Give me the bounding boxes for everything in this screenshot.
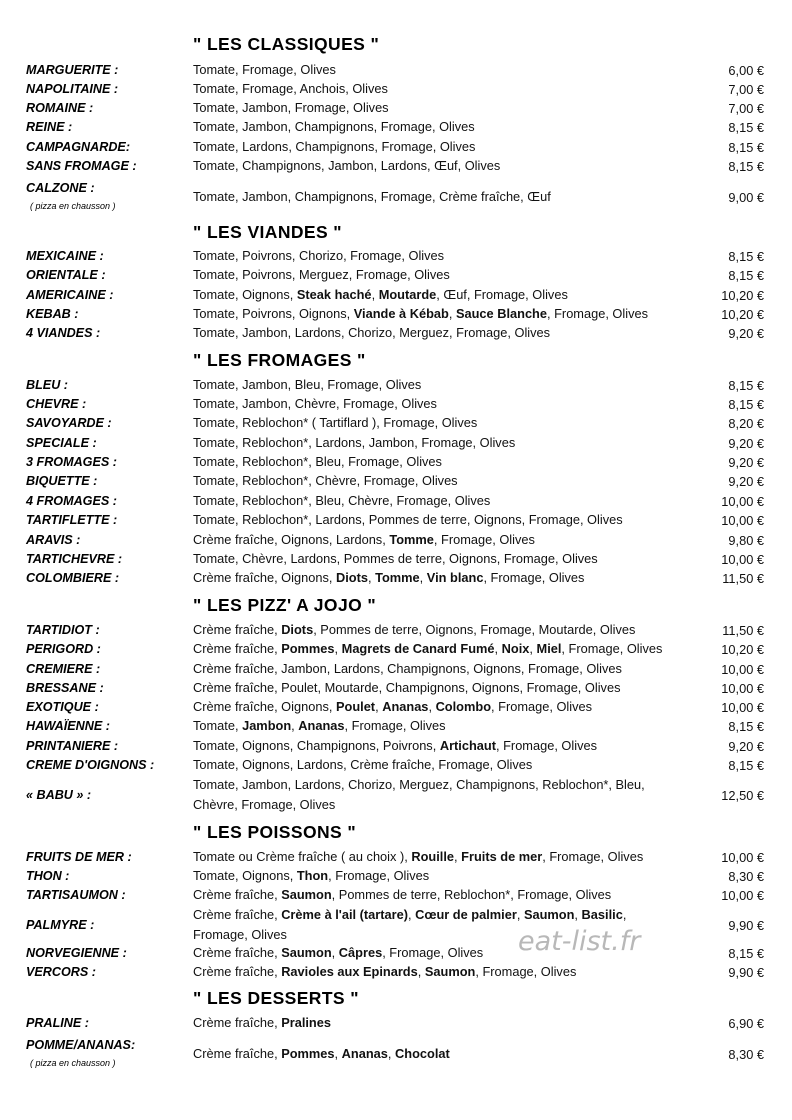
item-description: Crème fraîche, Oignons, Poulet, Ananas, Colombo, Fromage, Olives xyxy=(193,699,592,714)
item-name: 4 FROMAGES : xyxy=(26,494,117,508)
item-name: BIQUETTE : xyxy=(26,474,98,488)
item-description: Tomate, Reblochon*, Chèvre, Fromage, Olives xyxy=(193,473,458,488)
item-name: TARTICHEVRE : xyxy=(26,552,123,566)
item-price: 8,15 € xyxy=(728,249,764,264)
item-description: Tomate, Jambon, Lardons, Chorizo, Merguez, Champignons, Reblochon*, Bleu, xyxy=(193,777,645,792)
item-price: 9,20 € xyxy=(728,326,764,341)
item-name: NAPOLITAINE : xyxy=(26,82,119,96)
item-description: Crème fraîche, Ravioles aux Epinards, Saumon, Fromage, Olives xyxy=(193,964,577,979)
item-name: AMERICAINE : xyxy=(26,288,114,302)
item-name: SANS FROMAGE : xyxy=(26,159,137,173)
item-price: 8,15 € xyxy=(728,719,764,734)
item-price: 10,00 € xyxy=(721,494,764,509)
item-name: 3 FROMAGES : xyxy=(26,455,117,469)
item-name: SPECIALE : xyxy=(26,436,97,450)
item-price: 8,15 € xyxy=(728,378,764,393)
section-title: " LES CLASSIQUES " xyxy=(193,34,380,54)
item-name: VERCORS : xyxy=(26,965,96,979)
item-description: Tomate, Reblochon* ( Tartiflard ), Fromage, Olives xyxy=(193,415,478,430)
item-description: Crème fraîche, Crème à l'ail (tartare), Cœur de palmier, Saumon, Basilic, xyxy=(193,907,627,922)
item-name: CREME D'OIGNONS : xyxy=(26,758,155,772)
item-name: CHEVRE : xyxy=(26,397,87,411)
item-price: 8,20 € xyxy=(728,416,764,431)
item-price: 6,00 € xyxy=(728,63,764,78)
item-name: BRESSANE : xyxy=(26,681,104,695)
item-name: PRALINE : xyxy=(26,1016,89,1030)
item-price: 9,80 € xyxy=(728,533,764,548)
item-description: Crème fraîche, Jambon, Lardons, Champignons, Oignons, Fromage, Olives xyxy=(193,661,622,676)
item-description: Crème fraîche, Poulet, Moutarde, Champignons, Oignons, Fromage, Olives xyxy=(193,680,621,695)
item-name: HAWAÏENNE : xyxy=(26,719,110,733)
item-price: 11,50 € xyxy=(722,623,764,638)
item-name: PALMYRE : xyxy=(26,918,95,932)
section-title: " LES FROMAGES " xyxy=(193,350,366,370)
item-name: PERIGORD : xyxy=(26,642,101,656)
item-price: 8,15 € xyxy=(728,268,764,283)
item-name: 4 VIANDES : xyxy=(26,326,101,340)
item-name: ORIENTALE : xyxy=(26,268,106,282)
item-description: Crème fraîche, Pommes, Magrets de Canard Fumé, Noix, Miel, Fromage, Olives xyxy=(193,641,663,656)
item-price: 10,00 € xyxy=(721,700,764,715)
item-description: Tomate, Reblochon*, Bleu, Fromage, Olives xyxy=(193,454,442,469)
item-name: ARAVIS : xyxy=(26,533,81,547)
item-name: KEBAB : xyxy=(26,307,79,321)
item-name: REINE : xyxy=(26,120,73,134)
item-description: Tomate ou Crème fraîche ( au choix ), Rouille, Fruits de mer, Fromage, Olives xyxy=(193,849,644,864)
item-description: Tomate, Reblochon*, Bleu, Chèvre, Fromage, Olives xyxy=(193,493,491,508)
item-price: 10,20 € xyxy=(721,307,764,322)
item-description: Crème fraîche, Oignons, Diots, Tomme, Vin blanc, Fromage, Olives xyxy=(193,570,585,585)
section-title: " LES VIANDES " xyxy=(193,222,343,242)
item-description: Crème fraîche, Pralines xyxy=(193,1015,331,1030)
item-note: ( pizza en chausson ) xyxy=(30,201,116,211)
item-price: 8,15 € xyxy=(728,159,764,174)
item-description: Tomate, Oignons, Lardons, Crème fraîche, Fromage, Olives xyxy=(193,757,533,772)
item-price: 10,00 € xyxy=(721,888,764,903)
item-description: Tomate, Oignons, Thon, Fromage, Olives xyxy=(193,868,430,883)
item-description-line2: Fromage, Olives xyxy=(193,927,287,942)
item-description: Tomate, Oignons, Champignons, Poivrons, Artichaut, Fromage, Olives xyxy=(193,738,597,753)
item-price: 8,15 € xyxy=(728,758,764,773)
item-name: TARTIDIOT : xyxy=(26,623,100,637)
item-description: Tomate, Jambon, Ananas, Fromage, Olives xyxy=(193,718,446,733)
item-name: CAMPAGNARDE: xyxy=(26,140,131,154)
item-name: CALZONE : xyxy=(26,181,95,195)
item-description: Tomate, Jambon, Bleu, Fromage, Olives xyxy=(193,377,422,392)
item-description: Tomate, Jambon, Chèvre, Fromage, Olives xyxy=(193,396,437,411)
item-price: 9,20 € xyxy=(728,474,764,489)
item-description: Crème fraîche, Oignons, Lardons, Tomme, Fromage, Olives xyxy=(193,532,535,547)
item-name: TARTISAUMON : xyxy=(26,888,126,902)
item-description: Crème fraîche, Saumon, Pommes de terre, Reblochon*, Fromage, Olives xyxy=(193,887,612,902)
item-price: 9,20 € xyxy=(728,739,764,754)
item-description-line2: Chèvre, Fromage, Olives xyxy=(193,797,336,812)
item-name: BLEU : xyxy=(26,378,68,392)
item-price: 10,20 € xyxy=(721,642,764,657)
item-price: 10,00 € xyxy=(721,850,764,865)
item-price: 8,15 € xyxy=(728,140,764,155)
item-name: MARGUERITE : xyxy=(26,63,119,77)
item-name: PRINTANIERE : xyxy=(26,739,119,753)
item-price: 9,90 € xyxy=(728,965,764,980)
item-description: Tomate, Poivrons, Chorizo, Fromage, Olives xyxy=(193,248,445,263)
item-description: Tomate, Lardons, Champignons, Fromage, Olives xyxy=(193,139,476,154)
item-description: Tomate, Jambon, Champignons, Fromage, Crème fraîche, Œuf xyxy=(193,189,551,204)
item-price: 6,90 € xyxy=(728,1016,764,1031)
item-description: Tomate, Reblochon*, Lardons, Pommes de terre, Oignons, Fromage, Olives xyxy=(193,512,623,527)
item-description: Crème fraîche, Pommes, Ananas, Chocolat xyxy=(193,1046,450,1061)
item-description: Tomate, Chèvre, Lardons, Pommes de terre, Oignons, Fromage, Olives xyxy=(193,551,598,566)
item-price: 8,15 € xyxy=(728,946,764,961)
item-name: POMME/ANANAS: xyxy=(26,1038,136,1052)
item-price: 10,00 € xyxy=(721,662,764,677)
item-description: Tomate, Fromage, Anchois, Olives xyxy=(193,81,388,96)
item-description: Tomate, Jambon, Champignons, Fromage, Olives xyxy=(193,119,475,134)
item-description: Tomate, Poivrons, Oignons, Viande à Kébab, Sauce Blanche, Fromage, Olives xyxy=(193,306,648,321)
item-price: 7,00 € xyxy=(728,101,764,116)
item-price: 10,00 € xyxy=(721,513,764,528)
item-price: 12,50 € xyxy=(721,788,764,803)
item-description: Tomate, Reblochon*, Lardons, Jambon, Fromage, Olives xyxy=(193,435,516,450)
item-price: 9,90 € xyxy=(728,918,764,933)
item-description: Tomate, Jambon, Fromage, Olives xyxy=(193,100,389,115)
item-name: EXOTIQUE : xyxy=(26,700,99,714)
section-title: " LES DESSERTS " xyxy=(193,988,359,1008)
section-title: " LES POISSONS " xyxy=(193,822,357,842)
watermark: eat-list.fr xyxy=(518,926,641,957)
item-price: 8,15 € xyxy=(728,397,764,412)
item-name: NORVEGIENNE : xyxy=(26,946,127,960)
item-description: Tomate, Poivrons, Merguez, Fromage, Olives xyxy=(193,267,450,282)
item-name: COLOMBIERE : xyxy=(26,571,120,585)
item-price: 10,00 € xyxy=(721,681,764,696)
item-description: Tomate, Champignons, Jambon, Lardons, Œuf, Olives xyxy=(193,158,501,173)
item-price: 10,20 € xyxy=(721,288,764,303)
item-description: Tomate, Oignons, Steak haché, Moutarde, Œuf, Fromage, Olives xyxy=(193,287,568,302)
item-name: TARTIFLETTE : xyxy=(26,513,118,527)
item-name: « BABU » : xyxy=(26,788,92,802)
item-price: 9,20 € xyxy=(728,455,764,470)
item-name: FRUITS DE MER : xyxy=(26,850,132,864)
item-price: 7,00 € xyxy=(728,82,764,97)
item-name: SAVOYARDE : xyxy=(26,416,112,430)
item-price: 8,30 € xyxy=(728,1047,764,1062)
item-price: 9,20 € xyxy=(728,436,764,451)
item-note: ( pizza en chausson ) xyxy=(30,1058,116,1068)
item-description: Crème fraîche, Saumon, Câpres, Fromage, Olives xyxy=(193,945,484,960)
item-name: ROMAINE : xyxy=(26,101,94,115)
item-description: Crème fraîche, Diots, Pommes de terre, Oignons, Fromage, Moutarde, Olives xyxy=(193,622,636,637)
item-price: 8,30 € xyxy=(728,869,764,884)
section-title: " LES PIZZ' A JOJO " xyxy=(193,595,377,615)
item-name: CREMIERE : xyxy=(26,662,101,676)
item-price: 11,50 € xyxy=(722,571,764,586)
item-price: 8,15 € xyxy=(728,120,764,135)
item-price: 9,00 € xyxy=(728,190,764,205)
item-price: 10,00 € xyxy=(721,552,764,567)
item-description: Tomate, Jambon, Lardons, Chorizo, Merguez, Fromage, Olives xyxy=(193,325,551,340)
item-name: THON : xyxy=(26,869,70,883)
item-description: Tomate, Fromage, Olives xyxy=(193,62,336,77)
item-name: MEXICAINE : xyxy=(26,249,104,263)
